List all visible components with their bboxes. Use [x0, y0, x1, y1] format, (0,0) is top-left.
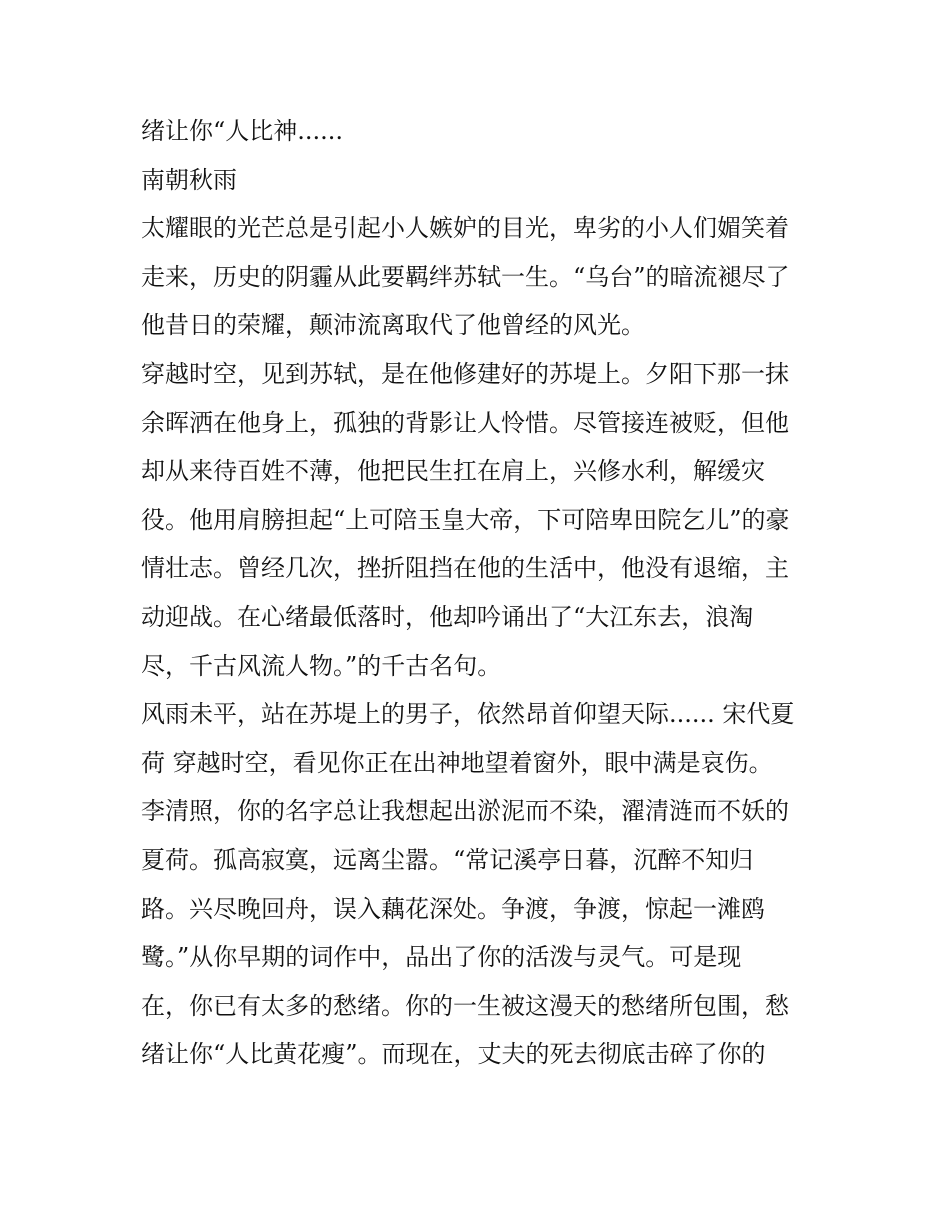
text-line: 却从来待百姓不薄，他把民生扛在肩上，兴修水利，解缓灾 — [141, 457, 765, 486]
text-line: 风雨未平，站在苏堤上的男子，依然昂首仰望天际...... 宋代夏 — [141, 700, 795, 729]
text-line: 役。他用肩膀担起“上可陪玉皇大帝，下可陪卑田院乞儿”的豪 — [141, 505, 790, 534]
text-line: 动迎战。在心绪最低落时，他却吟诵出了“大江东去，浪淘 — [141, 602, 754, 631]
text-line: 李清照，你的名字总让我想起出淤泥而不染，濯清涟而不妖的 — [141, 797, 789, 826]
text-line: 太耀眼的光芒总是引起小人嫉妒的目光，卑劣的小人们媚笑着 — [141, 214, 789, 243]
text-line: 尽，千古风流人物。”的千古名句。 — [141, 651, 502, 680]
text-line: 穿越时空，见到苏轼，是在他修建好的苏堤上。夕阳下那一抹 — [141, 359, 789, 388]
section-heading-line: 南朝秋雨 — [141, 165, 237, 194]
text-line: 余晖洒在他身上，孤独的背影让人怜惜。尽管接连被贬，但他 — [141, 408, 789, 437]
text-line: 夏荷。孤高寂寞，远离尘嚣。“常记溪亭日暮，沉醉不知归 — [141, 845, 754, 874]
text-line: 在，你已有太多的愁绪。你的一生被这漫天的愁绪所包围，愁 — [141, 991, 789, 1020]
document-body — [141, 107, 821, 1079]
text-line: 他昔日的荣耀，颠沛流离取代了他曾经的风光。 — [141, 311, 645, 340]
text-line: 走来，历史的阴霾从此要羁绊苏轼一生。“乌台”的暗流褪尽了 — [141, 262, 790, 291]
text-line: 情壮志。曾经几次，挫折阻挡在他的生活中，他没有退缩，主 — [141, 554, 789, 583]
text-line: 路。兴尽晚回舟，误入藕花深处。争渡，争渡，惊起一滩鸥 — [141, 894, 765, 923]
text-line: 荷 穿越时空，看见你正在出神地望着窗外，眼中满是哀伤。 — [141, 748, 773, 777]
text-line: 绪让你“人比黄花瘦”。而现在，丈夫的死去彻底击碎了你的 — [141, 1040, 766, 1069]
text-line: 鹭。”从你早期的词作中，品出了你的活泼与灵气。可是现 — [141, 943, 742, 972]
text-line: 绪让你“人比神...... — [141, 117, 344, 145]
